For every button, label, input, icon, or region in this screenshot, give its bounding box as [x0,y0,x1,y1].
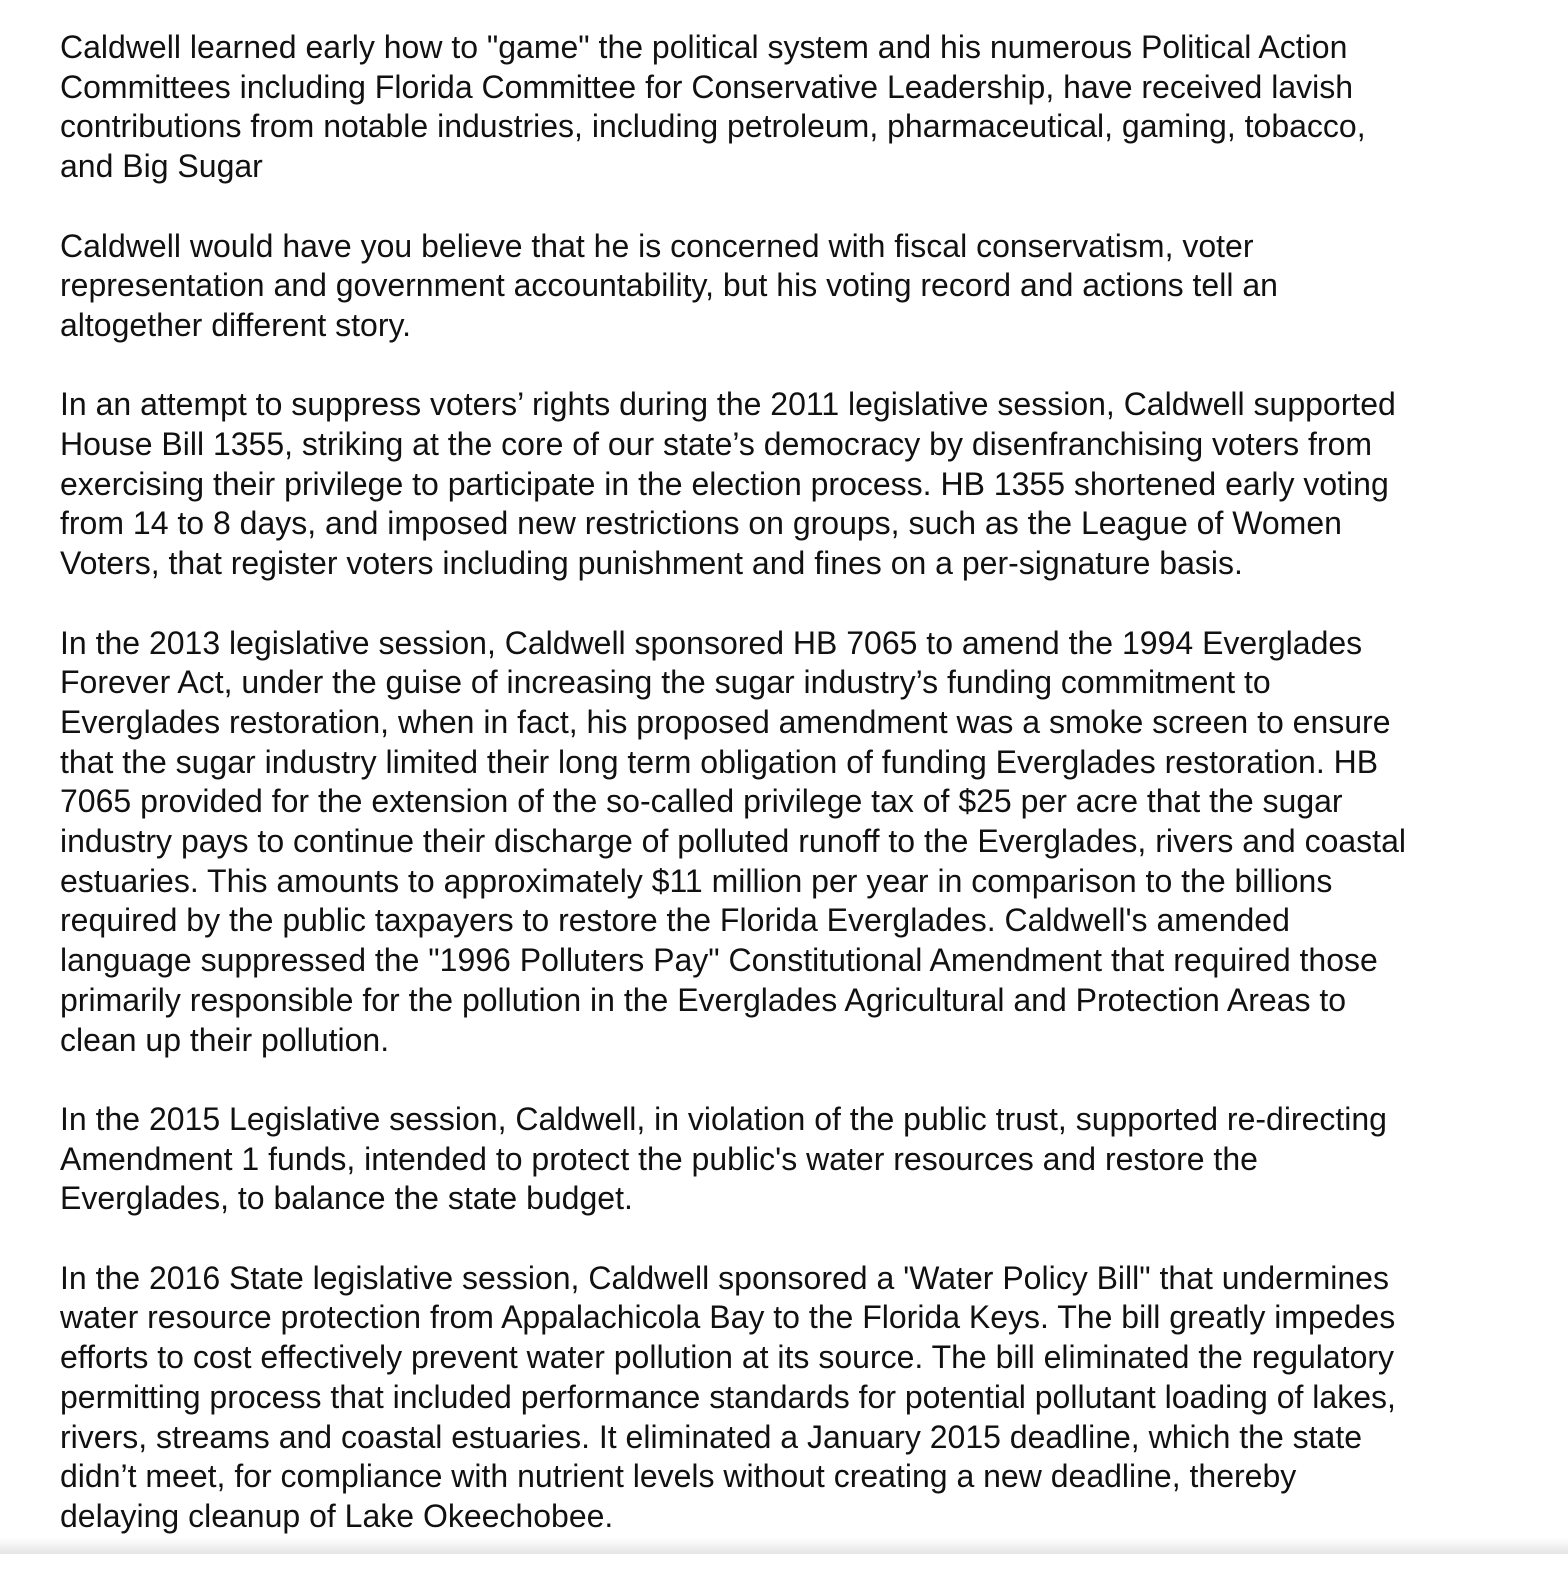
text-line: and Big Sugar [60,148,263,185]
text-line: In an attempt to suppress voters’ rights during the 2011 legislative session, Caldwell supported [60,386,1396,423]
text-line: clean up their pollution. [60,1021,390,1058]
paragraph-2015-session [60,1100,1500,1219]
text-line: from 14 to 8 days, and imposed new restrictions on groups, such as the League of Women [60,505,1342,542]
text-line: Forever Act, under the guise of increasing the sugar industry’s funding commitment to [60,664,1271,701]
text-line: Caldwell learned early how to "game" the political system and his numerous Political Action [60,29,1348,65]
text-line: Voters, that register voters including punishment and fines on a per-signature basis. [60,545,1243,582]
text-line: Committees including Florida Committee for Conservative Leadership, have received lavish [60,68,1354,105]
text-line: estuaries. This amounts to approximately $11 million per year in comparison to the billions [60,862,1333,899]
text-line: Everglades restoration, when in fact, his proposed amendment was a smoke screen to ensure [60,703,1391,740]
text-line: exercising their privilege to participate in the election process. HB 1355 shortened early voting [60,465,1389,502]
text-line: Amendment 1 funds, intended to protect the public's water resources and restore the [60,1140,1258,1177]
text-line: rivers, streams and coastal estuaries. It eliminated a January 2015 deadline, which the state [60,1418,1363,1455]
text-line: industry pays to continue their discharge of polluted runoff to the Everglades, rivers and coastal [60,823,1406,860]
text-line: primarily responsible for the pollution in the Everglades Agricultural and Protection Areas to [60,981,1347,1018]
text-line: Caldwell would have you believe that he is concerned with fiscal conservatism, voter [60,227,1254,264]
text-line: water resource protection from Appalachicola Bay to the Florida Keys. The bill greatly impedes [60,1299,1396,1336]
text-line: Everglades, to balance the state budget. [60,1180,633,1217]
text-line: that the sugar industry limited their long term obligation of funding Everglades restoration. HB [60,743,1379,780]
paragraph-pac-contributions [60,28,1500,187]
text-line: In the 2013 legislative session, Caldwell sponsored HB 7065 to amend the 1994 Everglades [60,624,1363,661]
text-line: language suppressed the "1996 Polluters Pay" Constitutional Amendment that required those [60,942,1378,979]
text-line: House Bill 1355, striking at the core of our state’s democracy by disenfranchising voters from [60,426,1373,462]
text-line: altogether different story. [60,306,412,343]
text-line: 7065 provided for the extension of the so-called privilege tax of $25 per acre that the sugar [60,783,1343,820]
text-line: required by the public taxpayers to restore the Florida Everglades. Caldwell's amended [60,902,1290,939]
text-line: didn’t meet, for compliance with nutrient levels without creating a new deadline, thereby [60,1458,1297,1495]
text-line: delaying cleanup of Lake Okeechobee. [60,1497,614,1534]
text-line: In the 2015 Legislative session, Caldwell, in violation of the public trust, supported re-directing [60,1100,1387,1137]
page-bottom-edge [0,1538,1568,1554]
text-line: contributions from notable industries, including petroleum, pharmaceutical, gaming, tobacco, [60,108,1366,145]
text-line: efforts to cost effectively prevent water pollution at its source. The bill eliminated the regulatory [60,1339,1395,1376]
paragraph-2013-session [60,624,1500,1061]
text-line: permitting process that included performance standards for potential pollutant loading of lakes, [60,1378,1396,1415]
text-line: In the 2016 State legislative session, Caldwell sponsored a 'Water Policy Bill" that undermines [60,1259,1389,1296]
paragraph-2016-session [60,1259,1500,1537]
text-line: representation and government accountability, but his voting record and actions tell an [60,267,1278,304]
document-body [60,28,1500,1576]
paragraph-2011-session [60,385,1500,584]
paragraph-voting-record [60,227,1500,346]
